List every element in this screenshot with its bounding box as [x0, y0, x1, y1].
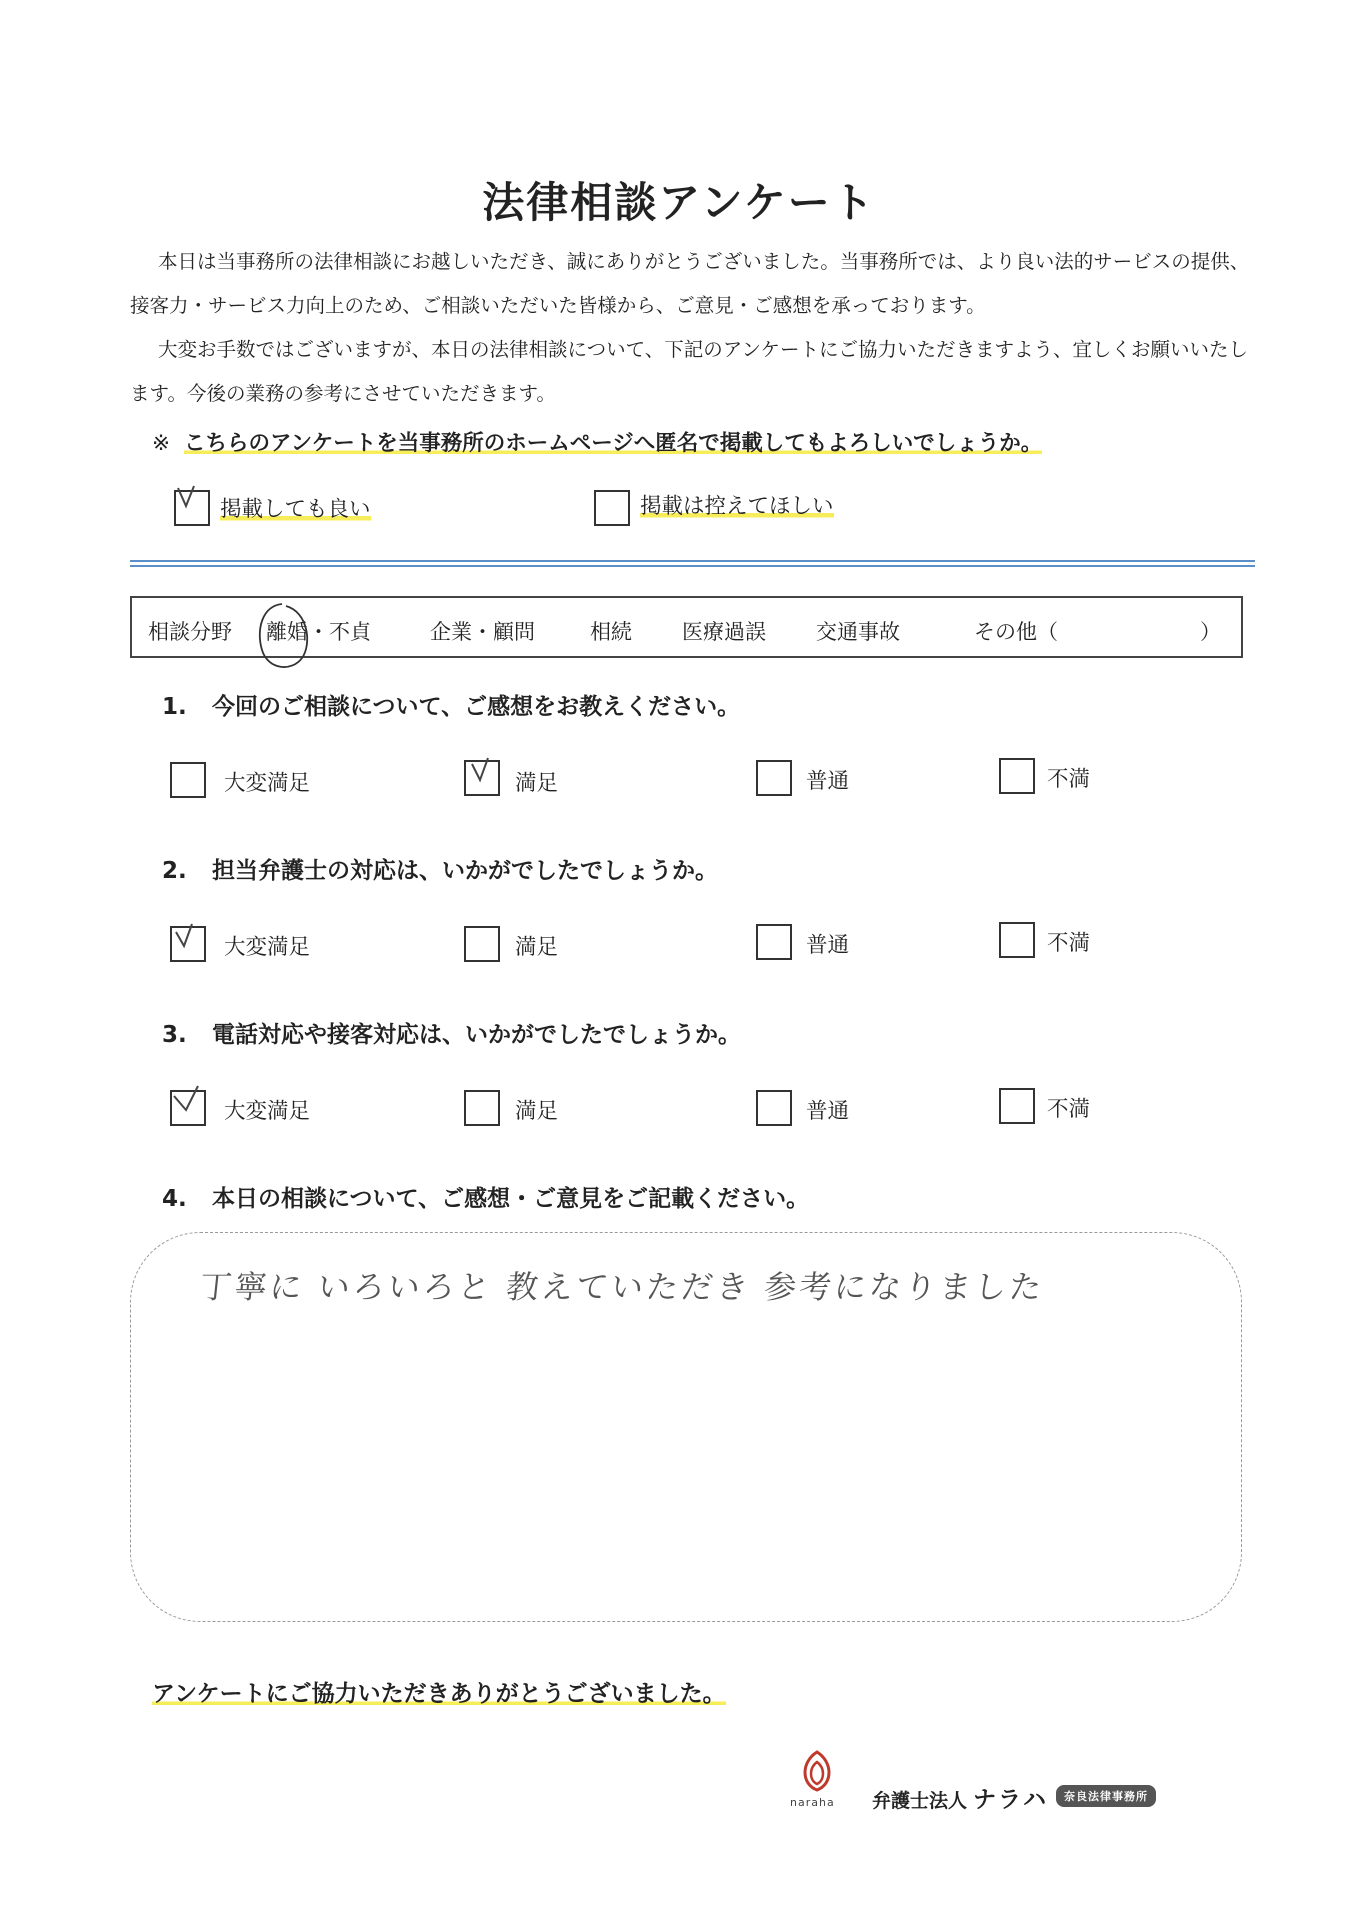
q1-label-dissatisfied: 不満 [1047, 767, 1091, 792]
thanks-text: アンケートにご協力いただきありがとうございました。 [152, 1681, 726, 1707]
logo-word: naraha [790, 1796, 835, 1809]
consent-no-label: 掲載は控えてほしい [640, 489, 834, 520]
thanks-message [152, 1675, 726, 1708]
category-option-other[interactable]: その他（ [974, 620, 1058, 644]
intro-text [130, 240, 1250, 416]
question-2 [162, 852, 718, 885]
question-3-number: 3. [162, 1022, 187, 1048]
check-mark-icon [168, 918, 212, 964]
q2-label-satisfied: 満足 [515, 935, 559, 960]
q3-label-satisfied: 満足 [515, 1099, 559, 1124]
q2-label-normal: 普通 [806, 933, 850, 958]
category-label: 相談分野 [148, 620, 232, 644]
q3-label-normal: 普通 [806, 1099, 850, 1124]
firm-name-main: ナラハ [973, 1787, 1049, 1813]
q1-option-dissatisfied[interactable] [999, 758, 1035, 794]
q1-label-satisfied: 満足 [515, 771, 559, 796]
check-mark-icon [462, 752, 506, 798]
circle-mark-icon [252, 600, 320, 678]
firm-name [872, 1781, 1048, 1814]
question-3-text: 電話対応や接客対応は、いかがでしたでしょうか。 [212, 1022, 741, 1048]
category-option-corporate[interactable]: 企業・顧問 [430, 620, 535, 644]
consent-question [152, 426, 1042, 457]
q1-option-very-satisfied[interactable] [170, 762, 206, 798]
note-mark: ※ [152, 431, 171, 456]
question-4-text: 本日の相談について、ご感想・ご意見をご記載ください。 [212, 1186, 810, 1212]
q2-option-very-satisfied[interactable] [170, 926, 206, 962]
question-3 [162, 1016, 741, 1049]
q1-label-very-satisfied: 大変満足 [224, 771, 311, 796]
check-mark-icon [168, 1082, 212, 1128]
q2-option-satisfied[interactable] [464, 926, 500, 962]
check-mark-icon [172, 482, 216, 528]
consent-yes-checkbox[interactable] [174, 490, 210, 526]
category-field [130, 596, 1243, 658]
question-4-number: 4. [162, 1186, 187, 1212]
category-option-traffic[interactable]: 交通事故 [816, 620, 900, 644]
q2-label-dissatisfied: 不満 [1047, 931, 1091, 956]
q2-label-very-satisfied: 大変満足 [224, 935, 311, 960]
category-option-medical[interactable]: 医療過誤 [682, 620, 766, 644]
category-other-close: ） [1200, 620, 1221, 644]
divider-line [130, 560, 1255, 562]
category-option-divorce[interactable]: 離婚・不貞 [266, 620, 371, 644]
consent-yes-label: 掲載しても良い [220, 492, 371, 523]
q3-label-dissatisfied: 不満 [1047, 1097, 1091, 1122]
q2-option-dissatisfied[interactable] [999, 922, 1035, 958]
page-title: 法律相談アンケート [482, 178, 876, 227]
q3-option-very-satisfied[interactable] [170, 1090, 206, 1126]
q3-option-dissatisfied[interactable] [999, 1088, 1035, 1124]
question-1-number: 1. [162, 694, 187, 720]
q3-label-very-satisfied: 大変満足 [224, 1099, 311, 1124]
category-option-inheritance[interactable]: 相続 [590, 620, 632, 644]
q3-option-normal[interactable] [756, 1090, 792, 1126]
firm-prefix: 弁護士法人 [872, 1790, 968, 1812]
question-2-number: 2. [162, 858, 187, 884]
question-1 [162, 688, 740, 721]
firm-logo-icon [793, 1748, 841, 1794]
q1-label-normal: 普通 [806, 769, 850, 794]
q1-option-normal[interactable] [756, 760, 792, 796]
question-2-text: 担当弁護士の対応は、いかがでしたでしょうか。 [212, 858, 718, 884]
q2-option-normal[interactable] [756, 924, 792, 960]
firm-badge: 奈良法律事務所 [1056, 1785, 1156, 1807]
question-4 [162, 1180, 809, 1213]
q1-option-satisfied[interactable] [464, 760, 500, 796]
question-1-text: 今回のご相談について、ご感想をお教えください。 [212, 694, 741, 720]
consent-question-text: こちらのアンケートを当事務所のホームページへ匿名で掲載してもよろしいでしょうか。 [184, 431, 1043, 456]
q3-option-satisfied[interactable] [464, 1090, 500, 1126]
divider-line-2 [130, 565, 1255, 567]
comment-answer: 丁寧に いろいろと 教えていただき 参考になりました [197, 1268, 1047, 1306]
consent-no-checkbox[interactable] [594, 490, 630, 526]
intro-paragraph-2: 大変お手数ではございますが、本日の法律相談について、下記のアンケートにご協力いただきますよう、宜しくお願いいたします。今後の業務の参考にさせていただきます。 [130, 338, 1249, 405]
intro-paragraph-1: 本日は当事務所の法律相談にお越しいただき、誠にありがとうございました。当事務所では、より良い法的サービスの提供、接客力・サービス力向上のため、ご相談いただいた皆様から、ご意見・ご感想を承っております。 [130, 250, 1250, 317]
